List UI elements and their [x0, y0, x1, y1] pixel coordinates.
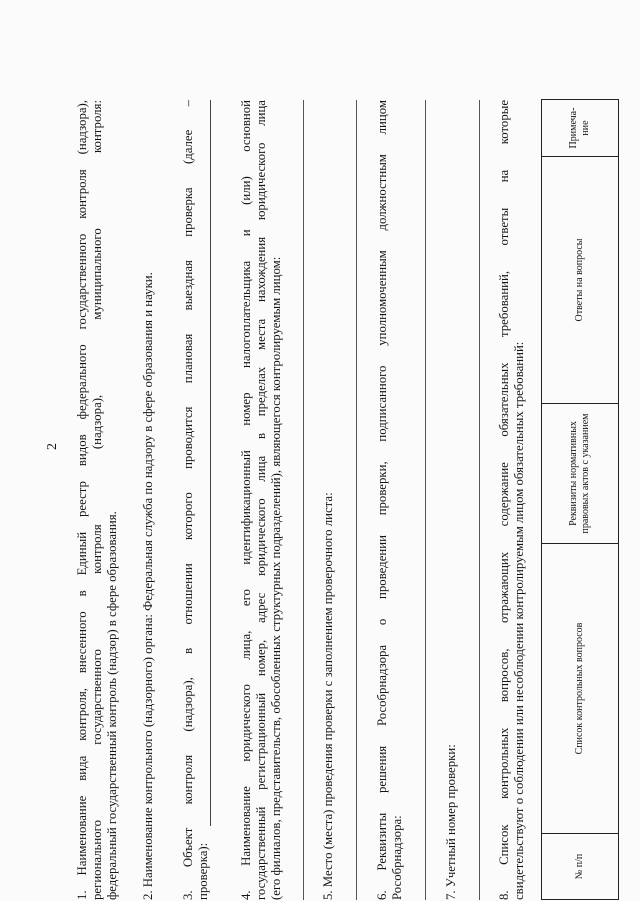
- section-8: [497, 100, 527, 900]
- section-4-line-3: (его филиалов, представительств, обособленных структурных подразделений), являющегося контролируемым лицом:: [269, 256, 284, 900]
- col-note-header: Примеча-ние: [542, 100, 619, 157]
- section-8-line-1: 8. Список контрольных вопросов, отражающих содержание обязательных требований, ответы на которые: [497, 100, 511, 900]
- section-5: [321, 100, 336, 900]
- section-4-line-2: государственный регистрационный номер, адрес юридического лица в пределах места нахождения юридического лица: [254, 100, 269, 900]
- section-5-blank-line: [356, 100, 357, 900]
- section-3-line-2: проверка):: [196, 842, 211, 900]
- col-questions-header: Список контрольных вопросов: [542, 544, 619, 834]
- section-1-line-3: федеральный государственный контроль (надзор) в сфере образования.: [105, 511, 120, 900]
- section-5-text: 5. Место (места) проведения проверки с заполнением проверочного листа:: [321, 492, 335, 900]
- col-answers-header: Ответы на вопросы: [542, 157, 619, 404]
- section-7-text: 7. Учетный номер проверки:: [444, 744, 458, 900]
- section-7: [444, 100, 459, 900]
- section-6-line-2: Рособрнадзора:: [390, 815, 405, 900]
- section-8-line-2: свидетельствуют о соблюдении или несоблюдении контролируемым лицом обязательных требований:: [512, 341, 527, 900]
- section-2: [141, 100, 156, 900]
- section-3-line-1: 3. Объект контроля (надзора), в отношении которого проводится плановая выездная проверка (далее –: [181, 100, 195, 900]
- col-requisites-header: Реквизиты нормативных правовых актов с указанием: [542, 404, 619, 544]
- section-7-blank-line: [479, 100, 480, 900]
- col-number-header: № п/п: [542, 834, 619, 900]
- section-3-fill-line: [210, 100, 211, 826]
- section-4: [239, 100, 285, 900]
- section-4-blank-line: [303, 100, 304, 900]
- section-1-line-2: регионального государственного контроля (надзора), муниципального контроля:: [90, 100, 105, 900]
- page-number: 2: [45, 443, 60, 450]
- section-6-line-1: 6. Реквизиты решения Рособрнадзора о проведении проверки, подписанного уполномоченным должностным лицом: [375, 100, 389, 900]
- section-6: [375, 100, 405, 900]
- section-1-line-1: 1. Наименование вида контроля, внесенного в Единый реестр видов федерального государственного контроля (надзора),: [75, 100, 89, 900]
- control-questions-table: [541, 99, 619, 900]
- section-1: [75, 100, 121, 900]
- section-2-text: 2. Наименование контрольного (надзорного) органа: Федеральная служба по надзору в сфере образования и науки.: [141, 272, 155, 900]
- section-6-blank-line: [425, 100, 426, 900]
- table-header-row: [542, 100, 619, 900]
- rotated-content: [13, 20, 625, 900]
- section-4-line-1: 4. Наименование юридического лица, его идентификационный номер налогоплательщика и (или) основной: [239, 100, 253, 900]
- section-3: [181, 100, 211, 900]
